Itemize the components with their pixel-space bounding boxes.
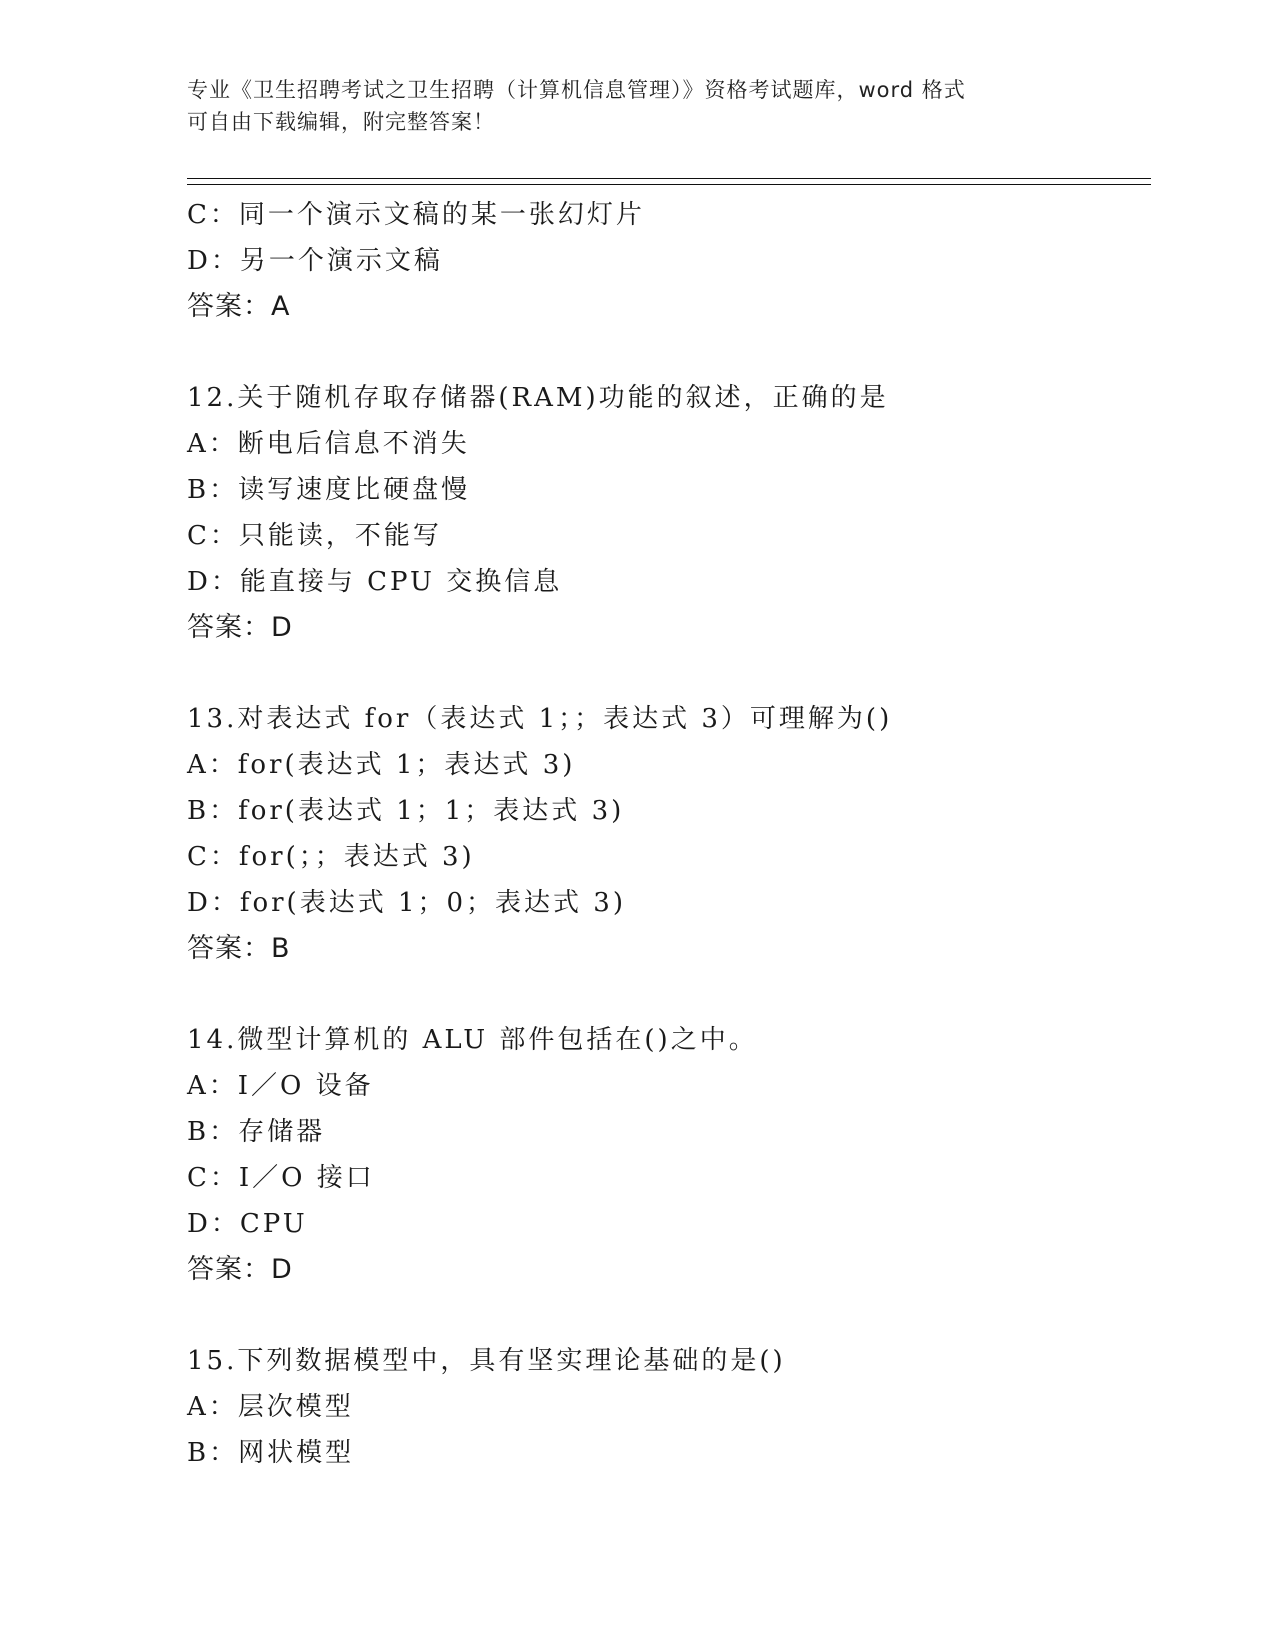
question-13-option-d: D：for(表达式 1；0；表达式 3) [187, 888, 626, 918]
header-divider-top [187, 178, 1151, 179]
question-spacer [187, 972, 1147, 1017]
question-12-option-c: C：只能读，不能写 [187, 521, 442, 551]
question-11-answer: 答案：A [187, 291, 291, 322]
question-13-option-c: C：for(；；表达式 3) [187, 842, 475, 872]
question-13-answer: 答案：B [187, 933, 291, 964]
question-11 [187, 192, 1147, 330]
header-line-2: 可自由下载编辑，附完整答案！ [187, 110, 495, 134]
header-line-1: 专业《卫生招聘考试之卫生招聘（计算机信息管理）》资格考试题库，word 格式 [187, 78, 966, 102]
question-14-option-b: B：存储器 [187, 1117, 326, 1147]
question-12 [187, 375, 1147, 651]
question-12-option-a: A：断电后信息不消失 [187, 429, 470, 459]
question-14-option-c: C：I／O 接口 [187, 1163, 375, 1193]
question-11-option-c: C：同一个演示文稿的某一张幻灯片 [187, 200, 645, 230]
question-13-option-b: B：for(表达式 1；1；表达式 3) [187, 796, 625, 826]
question-list [187, 192, 1147, 1476]
question-12-answer: 答案：D [187, 612, 293, 643]
question-12-stem: 12.关于随机存取存储器(RAM)功能的叙述，正确的是 [187, 383, 889, 413]
question-15-stem: 15.下列数据模型中，具有坚实理论基础的是() [187, 1346, 786, 1376]
question-12-option-d: D：能直接与 CPU 交换信息 [187, 567, 563, 597]
question-11-option-d: D：另一个演示文稿 [187, 246, 443, 276]
question-13-option-a: A：for(表达式 1；表达式 3) [187, 750, 576, 780]
question-14-answer: 答案：D [187, 1254, 293, 1285]
question-spacer [187, 651, 1147, 696]
question-15 [187, 1338, 1147, 1476]
question-14-option-d: D：CPU [187, 1209, 308, 1239]
question-15-option-a: A：层次模型 [187, 1392, 354, 1422]
question-14 [187, 1017, 1147, 1293]
document-header [187, 74, 1087, 138]
question-15-option-b: B：网状模型 [187, 1438, 355, 1468]
question-12-option-b: B：读写速度比硬盘慢 [187, 475, 471, 505]
question-spacer [187, 1293, 1147, 1338]
question-14-stem: 14.微型计算机的 ALU 部件包括在()之中。 [187, 1025, 758, 1055]
header-divider-bottom [187, 184, 1151, 185]
question-13 [187, 696, 1147, 972]
question-13-stem: 13.对表达式 for（表达式 1；；表达式 3）可理解为() [187, 704, 893, 734]
question-spacer [187, 330, 1147, 375]
question-14-option-a: A：I／O 设备 [187, 1071, 374, 1101]
